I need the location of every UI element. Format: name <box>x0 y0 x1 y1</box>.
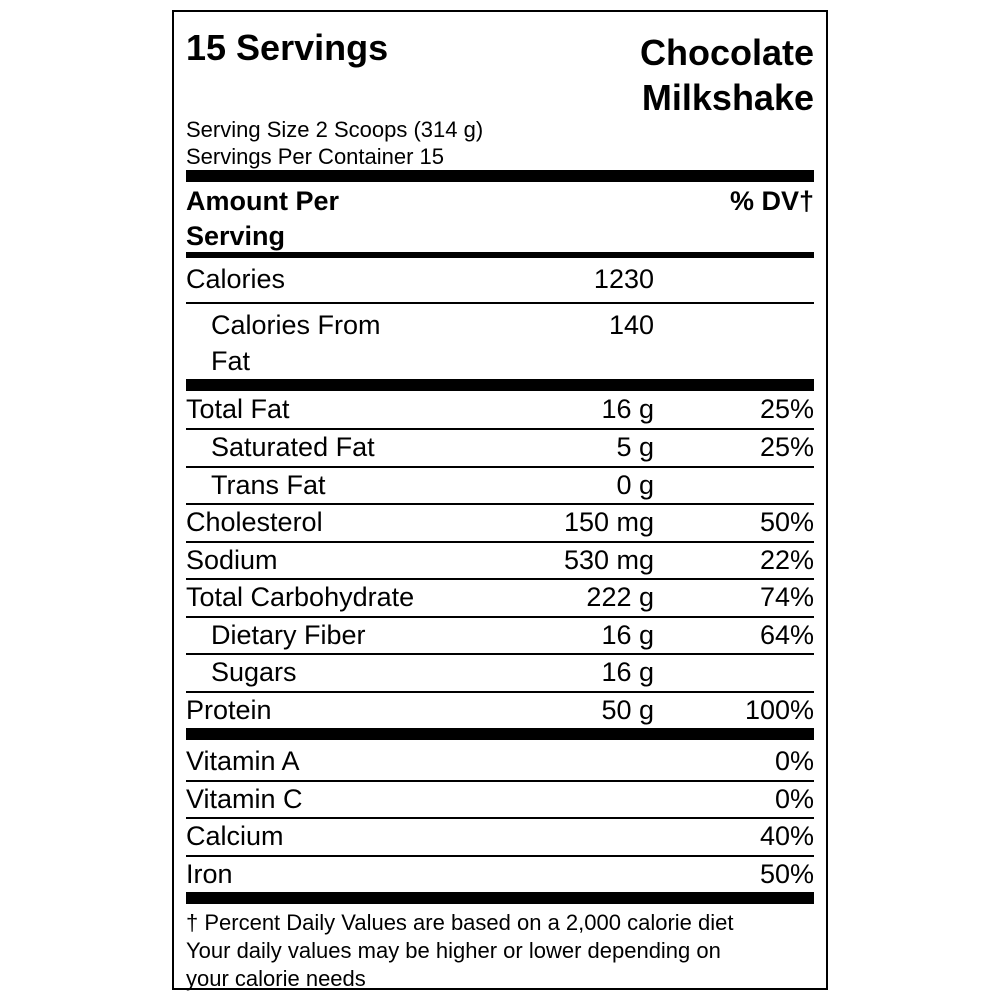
row-divider <box>186 855 814 857</box>
serving-size: Serving Size 2 Scoops (314 g) <box>186 117 484 142</box>
vitamin-dv: 0% <box>774 746 814 776</box>
nutrient-dv: 25% <box>759 394 814 424</box>
row-divider <box>186 428 814 430</box>
calories-from-fat-label-line2: Fat <box>211 346 251 376</box>
nutrient-label: Protein <box>186 695 272 725</box>
row-divider <box>186 578 814 580</box>
nutrient-amount: 5 g <box>616 432 654 462</box>
calories-value: 1230 <box>593 264 654 294</box>
row-divider <box>186 817 814 819</box>
nutrient-label: Sodium <box>186 545 278 575</box>
nutrient-dv: 64% <box>759 620 814 650</box>
nutrient-dv: 100% <box>744 695 814 725</box>
row-divider <box>186 503 814 505</box>
thick-divider <box>186 379 814 391</box>
row-divider <box>186 691 814 693</box>
amount-per-serving-line1: Amount Per <box>186 186 340 216</box>
nutrition-facts-label <box>172 10 828 990</box>
nutrient-amount: 16 g <box>601 620 654 650</box>
nutrient-amount: 50 g <box>601 695 654 725</box>
row-divider <box>186 616 814 618</box>
nutrient-label: Total Fat <box>186 394 290 424</box>
vitamin-label: Iron <box>186 859 233 889</box>
nutrient-dv: 50% <box>759 507 814 537</box>
vitamin-label: Vitamin A <box>186 746 300 776</box>
vitamin-dv: 40% <box>759 821 814 851</box>
product-name-line2: Milkshake <box>641 77 814 118</box>
row-divider <box>186 653 814 655</box>
product-name-line1: Chocolate <box>639 32 814 73</box>
nutrient-dv: 74% <box>759 582 814 612</box>
nutrient-label: Total Carbohydrate <box>186 582 415 612</box>
nutrient-dv: 22% <box>759 545 814 575</box>
row-divider <box>186 302 814 304</box>
vitamin-dv: 0% <box>774 784 814 814</box>
vitamin-label: Calcium <box>186 821 284 851</box>
nutrient-label: Dietary Fiber <box>211 620 366 650</box>
thick-divider <box>186 170 814 182</box>
vitamin-label: Vitamin C <box>186 784 303 814</box>
amount-per-serving-line2: Serving <box>186 221 286 251</box>
nutrient-amount: 222 g <box>586 582 654 612</box>
row-divider <box>186 466 814 468</box>
row-divider <box>186 541 814 543</box>
nutrient-dv: 25% <box>759 432 814 462</box>
medium-divider <box>186 252 814 258</box>
footnote-line2: Your daily values may be higher or lower depending on <box>186 938 721 963</box>
vitamin-dv: 50% <box>759 859 814 889</box>
servings-title: 15 Servings <box>186 27 389 68</box>
nutrient-amount: 150 mg <box>563 507 654 537</box>
thick-divider <box>186 892 814 904</box>
calories-from-fat-label-line1: Calories From <box>211 310 381 340</box>
footnote <box>186 909 826 993</box>
nutrient-amount: 0 g <box>616 470 654 500</box>
nutrient-label: Trans Fat <box>211 470 326 500</box>
row-divider <box>186 780 814 782</box>
nutrient-label: Cholesterol <box>186 507 323 537</box>
thick-divider <box>186 728 814 740</box>
nutrient-amount: 16 g <box>601 394 654 424</box>
nutrient-amount: 530 mg <box>563 545 654 575</box>
footnote-line1: † Percent Daily Values are based on a 2,000 calorie diet <box>186 910 734 935</box>
servings-per-container: Servings Per Container 15 <box>186 144 445 169</box>
calories-label: Calories <box>186 264 286 294</box>
nutrient-label: Saturated Fat <box>211 432 375 462</box>
nutrient-amount: 16 g <box>601 657 654 687</box>
footnote-line3: your calorie needs <box>186 966 366 991</box>
calories-from-fat-value: 140 <box>608 310 654 340</box>
product-name <box>574 30 814 120</box>
dv-header: % DV† <box>729 186 814 216</box>
nutrient-label: Sugars <box>211 657 297 687</box>
